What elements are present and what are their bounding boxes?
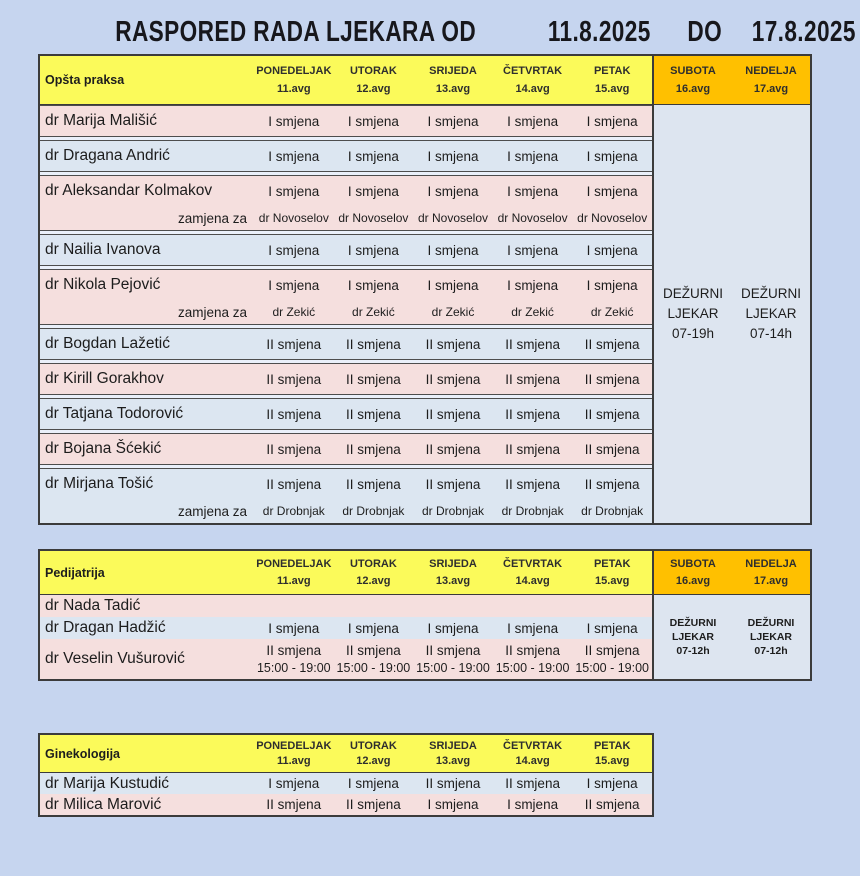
shift-line-row bbox=[40, 235, 652, 265]
shift-value: II smjena bbox=[505, 643, 560, 658]
shift-value: I smjena bbox=[586, 148, 638, 164]
day-name: NEDELJA bbox=[745, 65, 797, 77]
schedule-table bbox=[38, 54, 812, 525]
shift-value: I smjena bbox=[347, 277, 399, 293]
day-date: 16.avg bbox=[675, 83, 711, 95]
weekday-header bbox=[254, 56, 334, 104]
shift-value bbox=[572, 595, 652, 617]
doctor-row bbox=[40, 773, 652, 794]
shift-cell bbox=[334, 639, 414, 679]
weekday-header bbox=[254, 551, 334, 594]
duty-text-line: LJEKAR bbox=[667, 306, 719, 321]
day-date: 17.avg bbox=[753, 83, 789, 95]
weekday-header bbox=[334, 56, 414, 104]
substitute-value: dr Novoselov bbox=[417, 211, 488, 225]
shift-value: II smjena bbox=[346, 371, 401, 387]
day-name: PONEDELJAK bbox=[256, 740, 332, 753]
doctor-name: dr Bogdan Lažetić bbox=[45, 335, 170, 352]
day-date: 17.avg bbox=[753, 574, 789, 587]
shift-value: I smjena bbox=[427, 277, 479, 293]
shift-value: II smjena bbox=[346, 476, 401, 492]
day-date: 14.avg bbox=[515, 754, 550, 767]
day-name: SRIJEDA bbox=[429, 65, 477, 77]
shift-value: II smjena bbox=[505, 476, 560, 492]
doctor-row bbox=[40, 794, 652, 815]
doctor-name: dr Veselin Vušurović bbox=[45, 650, 185, 667]
doctor-row bbox=[40, 595, 652, 617]
shift-value bbox=[334, 595, 414, 617]
shift-value: I smjena bbox=[507, 242, 559, 258]
shift-value: II smjena bbox=[425, 476, 481, 492]
day-name: PONEDELJAK bbox=[256, 558, 332, 571]
day-name: PETAK bbox=[593, 558, 631, 571]
shift-value: II smjena bbox=[505, 776, 560, 791]
duty-text-line: 07-19h bbox=[671, 326, 715, 341]
shift-value: II smjena bbox=[346, 797, 401, 812]
day-name: NEDELJA bbox=[745, 558, 797, 571]
doctor-row bbox=[40, 234, 652, 266]
shift-value: I smjena bbox=[507, 620, 559, 636]
shift-value: II smjena bbox=[266, 371, 322, 387]
shift-value: II smjena bbox=[584, 371, 640, 387]
schedule-page bbox=[0, 16, 860, 876]
shift-time: 15:00 - 19:00 bbox=[416, 661, 490, 675]
shift-line-row bbox=[40, 329, 652, 359]
doctor-name: dr Bojana Šćekić bbox=[45, 440, 162, 457]
shift-value bbox=[254, 595, 334, 617]
table-header bbox=[40, 56, 810, 105]
substitute-value: dr Zekić bbox=[431, 305, 475, 319]
day-date: 12.avg bbox=[356, 754, 391, 767]
shift-time: 15:00 - 19:00 bbox=[256, 661, 331, 675]
table-header bbox=[40, 551, 810, 595]
shift-time: 15:00 - 19:00 bbox=[575, 661, 649, 675]
day-name: PONEDELJAK bbox=[256, 65, 332, 77]
doctor-name: dr Dragan Hadžić bbox=[45, 619, 166, 636]
section-label: Pedijatrija bbox=[40, 551, 254, 594]
day-date: 13.avg bbox=[435, 83, 471, 95]
day-date: 14.avg bbox=[515, 83, 550, 95]
shift-value: I smjena bbox=[268, 277, 320, 293]
shift-value: I smjena bbox=[347, 242, 399, 258]
shift-value: II smjena bbox=[584, 406, 640, 422]
title-date-from: 11.8.2025 bbox=[547, 15, 651, 48]
shift-line-row bbox=[40, 434, 652, 464]
day-date: 11.avg bbox=[276, 574, 311, 587]
day-name: SRIJEDA bbox=[429, 740, 477, 753]
weekday-header bbox=[334, 735, 414, 772]
substitute-value: dr Zekić bbox=[511, 305, 554, 319]
shift-line-row bbox=[40, 106, 652, 136]
shift-value: I smjena bbox=[268, 183, 320, 199]
shift-value: I smjena bbox=[507, 797, 559, 812]
shift-value: II smjena bbox=[505, 406, 560, 422]
weekday-header bbox=[493, 551, 573, 594]
doctor-row bbox=[40, 363, 652, 395]
weekend-day-header bbox=[732, 56, 810, 104]
shift-value: I smjena bbox=[507, 277, 559, 293]
section-label: Ginekologija bbox=[40, 735, 254, 772]
day-date: 12.avg bbox=[356, 574, 391, 587]
weekday-header bbox=[334, 551, 414, 594]
substitute-line-row bbox=[40, 300, 652, 324]
shift-cell bbox=[572, 639, 652, 679]
shift-line-row bbox=[40, 595, 652, 617]
shift-value: I smjena bbox=[427, 797, 479, 812]
shift-value: I smjena bbox=[586, 620, 638, 636]
shift-value: I smjena bbox=[268, 148, 320, 164]
doctor-row bbox=[40, 140, 652, 172]
rows-column bbox=[40, 595, 652, 679]
day-name: PETAK bbox=[593, 740, 631, 753]
doctor-name: dr Aleksandar Kolmakov bbox=[45, 182, 213, 199]
substitute-value: dr Zekić bbox=[590, 305, 634, 319]
substitute-value: dr Drobnjak bbox=[581, 504, 644, 518]
duty-sunday bbox=[732, 595, 810, 679]
shift-cell bbox=[254, 639, 334, 679]
doctor-row bbox=[40, 105, 652, 137]
shift-time: 15:00 - 19:00 bbox=[495, 661, 570, 675]
shift-value: I smjena bbox=[586, 277, 638, 293]
shift-value bbox=[413, 595, 493, 617]
weekend-day-header bbox=[654, 56, 732, 104]
weekday-header bbox=[413, 551, 493, 594]
shift-value: I smjena bbox=[586, 242, 638, 258]
shift-value bbox=[493, 595, 573, 617]
shift-value: I smjena bbox=[427, 620, 479, 636]
shift-line-row bbox=[40, 617, 652, 639]
shift-value: II smjena bbox=[425, 336, 481, 352]
shift-value: I smjena bbox=[427, 183, 479, 199]
shift-value: II smjena bbox=[266, 476, 322, 492]
shift-value: II smjena bbox=[425, 441, 481, 457]
page-title bbox=[38, 16, 860, 48]
duty-text-line: 07-14h bbox=[749, 326, 793, 341]
shift-line-row bbox=[40, 773, 652, 794]
weekend-day-header bbox=[732, 551, 810, 594]
rows-column bbox=[40, 105, 652, 523]
substitute-line-row bbox=[40, 499, 652, 523]
shift-value: I smjena bbox=[347, 620, 399, 636]
substitute-value: dr Novoselov bbox=[577, 211, 648, 225]
shift-value: II smjena bbox=[584, 336, 640, 352]
day-name: PETAK bbox=[593, 65, 631, 77]
shift-value: II smjena bbox=[346, 406, 401, 422]
doctor-row bbox=[40, 269, 652, 325]
weekday-header bbox=[413, 735, 493, 772]
duty-text-line: LJEKAR bbox=[749, 631, 792, 643]
shift-value: II smjena bbox=[584, 476, 640, 492]
doctor-name: dr Marija Kustudić bbox=[45, 774, 170, 792]
shift-value: II smjena bbox=[425, 776, 481, 791]
weekday-header bbox=[493, 56, 573, 104]
shift-value: II smjena bbox=[505, 371, 560, 387]
doctor-name: dr Nada Tadić bbox=[45, 597, 141, 614]
shift-value: I smjena bbox=[268, 620, 320, 636]
shift-value: I smjena bbox=[268, 242, 320, 258]
duty-text-line: DEŽURNI bbox=[669, 617, 717, 629]
title-date-to: 17.8.2025 bbox=[751, 15, 856, 48]
shift-value: I smjena bbox=[427, 148, 479, 164]
page-title-text bbox=[38, 16, 856, 49]
shift-value: I smjena bbox=[586, 113, 638, 129]
schedule-table bbox=[38, 733, 654, 817]
day-name: ČETVRTAK bbox=[503, 740, 563, 753]
day-name: UTORAK bbox=[349, 740, 397, 753]
table-header bbox=[40, 735, 652, 773]
rows-column bbox=[40, 773, 652, 815]
duty-text-line: 07-12h bbox=[676, 645, 710, 657]
shift-value: II smjena bbox=[266, 797, 322, 812]
title-main: RASPORED RADA LJEKARA OD bbox=[115, 15, 477, 48]
shift-value: II smjena bbox=[346, 643, 401, 658]
shift-line-row bbox=[40, 270, 652, 300]
day-date: 11.avg bbox=[276, 754, 311, 767]
shift-line-row bbox=[40, 176, 652, 206]
duty-saturday bbox=[654, 105, 732, 523]
shift-value: II smjena bbox=[425, 371, 481, 387]
weekday-header bbox=[572, 551, 652, 594]
substitute-value: dr Drobnjak bbox=[342, 504, 405, 518]
substitute-value: dr Novoselov bbox=[338, 211, 409, 225]
shift-value: I smjena bbox=[347, 183, 399, 199]
shift-value: II smjena bbox=[505, 441, 560, 457]
day-name: UTORAK bbox=[349, 65, 397, 77]
doctor-name: dr Nikola Pejović bbox=[45, 276, 161, 293]
table-body bbox=[40, 105, 810, 523]
shift-line-row bbox=[40, 469, 652, 499]
day-date: 15.avg bbox=[595, 574, 630, 587]
substitute-value: dr Drobnjak bbox=[501, 504, 564, 518]
doctor-name: dr Kirill Gorakhov bbox=[45, 370, 164, 387]
substitute-value: dr Novoselov bbox=[497, 211, 568, 225]
duty-sunday bbox=[732, 105, 810, 523]
title-do-label: DO bbox=[687, 15, 723, 48]
doctor-row bbox=[40, 468, 652, 523]
shift-line-row bbox=[40, 794, 652, 815]
duty-text-line: LJEKAR bbox=[745, 306, 797, 321]
shift-value: II smjena bbox=[266, 336, 322, 352]
duty-text-line: 07-12h bbox=[754, 645, 788, 657]
doctor-name: dr Tatjana Todorović bbox=[45, 405, 184, 422]
day-name: SUBOTA bbox=[670, 558, 716, 571]
day-date: 14.avg bbox=[515, 574, 550, 587]
shift-value: I smjena bbox=[427, 113, 479, 129]
day-date: 13.avg bbox=[435, 574, 471, 587]
substitute-value: dr Drobnjak bbox=[421, 504, 484, 518]
shift-cell bbox=[413, 639, 493, 679]
doctor-row bbox=[40, 433, 652, 465]
shift-value: II smjena bbox=[266, 643, 322, 658]
shift-value: I smjena bbox=[347, 776, 399, 791]
day-name: ČETVRTAK bbox=[503, 65, 563, 77]
doctor-row bbox=[40, 639, 652, 679]
weekend-header bbox=[652, 56, 810, 104]
weekend-header bbox=[652, 551, 810, 594]
weekend-day-header bbox=[654, 551, 732, 594]
section-label: Opšta praksa bbox=[40, 56, 254, 104]
shift-value: II smjena bbox=[346, 441, 401, 457]
substitute-line-row bbox=[40, 206, 652, 230]
weekend-duty-cell bbox=[652, 105, 810, 523]
shift-value: I smjena bbox=[268, 776, 320, 791]
duty-saturday bbox=[654, 595, 732, 679]
day-name: SUBOTA bbox=[670, 65, 716, 77]
duty-text-line: DEŽURNI bbox=[747, 617, 795, 629]
shift-value: II smjena bbox=[584, 643, 640, 658]
shift-value: I smjena bbox=[347, 148, 399, 164]
substitute-label: zamjena za bbox=[177, 503, 247, 519]
doctor-name: dr Mirjana Tošić bbox=[45, 475, 154, 492]
weekday-header bbox=[254, 735, 334, 772]
shift-time: 15:00 - 19:00 bbox=[336, 661, 411, 675]
shift-line-row bbox=[40, 399, 652, 429]
day-date: 13.avg bbox=[435, 754, 471, 767]
day-name: UTORAK bbox=[349, 558, 397, 571]
shift-line-row bbox=[40, 141, 652, 171]
doctor-row bbox=[40, 617, 652, 639]
day-name: SRIJEDA bbox=[429, 558, 477, 571]
shift-value: II smjena bbox=[425, 643, 481, 658]
shift-value: II smjena bbox=[425, 406, 481, 422]
day-date: 15.avg bbox=[595, 83, 630, 95]
doctor-name: dr Nailia Ivanova bbox=[45, 241, 161, 258]
substitute-value: dr Drobnjak bbox=[262, 504, 325, 518]
doctor-row bbox=[40, 328, 652, 360]
substitute-value: dr Novoselov bbox=[258, 211, 329, 225]
shift-value: I smjena bbox=[427, 242, 479, 258]
duty-text-line: DEŽURNI bbox=[741, 286, 801, 301]
weekday-header bbox=[493, 735, 573, 772]
shift-value: II smjena bbox=[266, 406, 322, 422]
schedule-tables bbox=[0, 54, 860, 817]
shift-value: II smjena bbox=[584, 441, 640, 457]
shift-cell bbox=[493, 639, 573, 679]
shift-value: II smjena bbox=[266, 441, 322, 457]
shift-value: I smjena bbox=[507, 148, 559, 164]
weekend-duty-cell bbox=[652, 595, 810, 679]
doctor-name: dr Dragana Andrić bbox=[45, 147, 170, 164]
doctor-row bbox=[40, 175, 652, 231]
weekday-header bbox=[572, 735, 652, 772]
duty-text-line: DEŽURNI bbox=[663, 286, 723, 301]
shift-value: I smjena bbox=[268, 113, 320, 129]
shift-value: I smjena bbox=[507, 113, 559, 129]
shift-value: I smjena bbox=[586, 183, 638, 199]
shift-line-row bbox=[40, 364, 652, 394]
day-name: ČETVRTAK bbox=[503, 558, 563, 571]
table-body bbox=[40, 595, 810, 679]
shift-value: I smjena bbox=[586, 776, 638, 791]
day-date: 15.avg bbox=[595, 754, 630, 767]
weekday-header bbox=[413, 56, 493, 104]
schedule-table bbox=[38, 549, 812, 681]
duty-text-line: LJEKAR bbox=[671, 631, 714, 643]
day-date: 16.avg bbox=[675, 574, 711, 587]
shift-value: II smjena bbox=[584, 797, 640, 812]
shift-value: II smjena bbox=[505, 336, 560, 352]
substitute-label: zamjena za bbox=[177, 304, 247, 320]
doctor-name: dr Milica Marović bbox=[45, 795, 162, 813]
shift-value: II smjena bbox=[346, 336, 401, 352]
substitute-label: zamjena za bbox=[177, 210, 247, 226]
substitute-value: dr Zekić bbox=[272, 305, 316, 319]
shift-value: I smjena bbox=[507, 183, 559, 199]
substitute-value: dr Zekić bbox=[352, 305, 395, 319]
doctor-name: dr Marija Mališić bbox=[45, 112, 157, 129]
weekday-header bbox=[572, 56, 652, 104]
table-body bbox=[40, 773, 652, 815]
shift-value: I smjena bbox=[347, 113, 399, 129]
day-date: 12.avg bbox=[356, 83, 391, 95]
day-date: 11.avg bbox=[276, 83, 311, 95]
doctor-row bbox=[40, 398, 652, 430]
